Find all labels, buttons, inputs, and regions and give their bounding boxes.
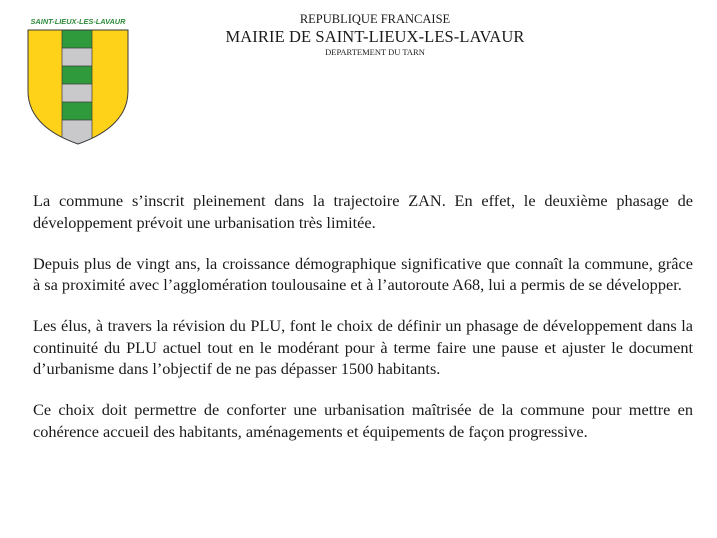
paragraph-plu-revision: Les élus, à travers la révision du PLU, font le choix de définir un phasage de développement dans la continuité du PLU actuel tout en le modérant pour à terme faire une pause et ajuster le document d’urbanisme dans l’objectif de ne pas dépasser 1500 habitants. — [33, 316, 693, 378]
republic-heading: REPUBLIQUE FRANCAISE — [299, 12, 451, 26]
document-body — [33, 190, 693, 462]
mairie-heading: MAIRIE DE SAINT-LIEUX-LES-LAVAUR — [225, 26, 525, 46]
paragraph-controlled-urbanization: Ce choix doit permettre de conforter une urbanisation maîtrisée de la commune pour mettre en cohérence accueil des habitants, aménagements et équipements de façon progressive. — [33, 400, 693, 441]
department-heading: DEPARTEMENT DU TARN — [325, 47, 425, 57]
paragraph-zan: La commune s’inscrit pleinement dans la trajectoire ZAN. En effet, le deuxième phasage de développement prévoit une urbanisation très limitée. — [33, 191, 693, 232]
coat-of-arms — [26, 17, 130, 145]
letterhead — [200, 13, 550, 57]
crest-label: SAINT-LIEUX-LES-LAVAUR — [30, 17, 126, 26]
paragraph-growth: Depuis plus de vingt ans, la croissance démographique significative que connaît la commune, grâce à sa proximité avec l’agglomération toulousaine et à l’autoroute A68, lui a permis de se développer. — [33, 253, 693, 294]
shield-icon — [26, 29, 130, 145]
